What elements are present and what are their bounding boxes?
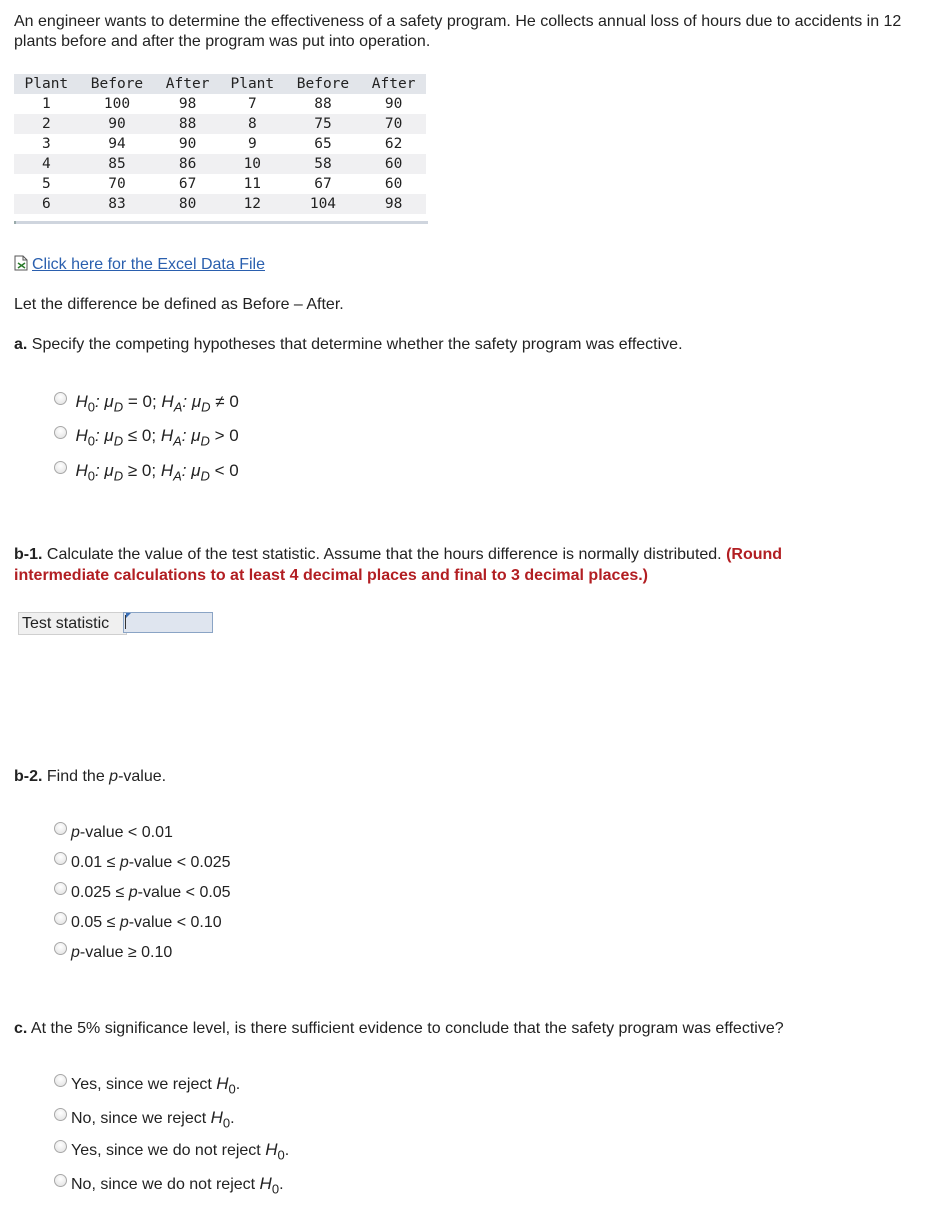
table-cell: 90 — [384, 96, 403, 112]
table-cell: 67 — [178, 176, 197, 192]
table-row — [14, 94, 426, 114]
table-cell: 80 — [155, 194, 220, 214]
col-header: Plant — [220, 74, 285, 94]
conclusion-option-2[interactable]: No, since we reject $H_0$. — [54, 1108, 235, 1130]
part-c-label: c. — [14, 1020, 28, 1037]
pvalue-option-2[interactable]: 0.01 ≤ p-value < 0.025 — [54, 852, 231, 872]
table-cell: 86 — [155, 154, 220, 174]
table-bottom-border — [14, 221, 428, 224]
part-c-question — [14, 1018, 914, 1039]
radio-button[interactable] — [54, 426, 67, 439]
table-cell: 4 — [14, 154, 79, 174]
col-header: After — [155, 74, 220, 94]
table-cell: 62 — [384, 136, 403, 152]
radio-button[interactable] — [54, 852, 67, 865]
table-cell: 12 — [220, 194, 285, 214]
conclusion-option-1[interactable]: Yes, since we reject $H_0$. — [54, 1074, 240, 1096]
part-b1-text: Calculate the value of the test statistic. Assume that the hours difference is normally distributed. — [46, 546, 722, 563]
excel-data-link[interactable] — [14, 255, 265, 274]
table-cell: 90 — [79, 114, 156, 134]
data-table — [14, 74, 426, 214]
table-cell: 88 — [314, 96, 332, 112]
table-cell: 2 — [14, 114, 79, 134]
radio-button[interactable] — [54, 1074, 67, 1087]
table-row — [14, 134, 426, 154]
radio-button[interactable] — [54, 1140, 67, 1153]
part-b1-question — [14, 544, 874, 586]
table-cell: 60 — [384, 176, 403, 192]
pvalue-option-5[interactable]: p-value ≥ 0.10 — [54, 942, 172, 962]
radio-button[interactable] — [54, 882, 67, 895]
table-cell: 70 — [108, 176, 126, 192]
radio-button[interactable] — [54, 822, 67, 835]
hypothesis-option-2[interactable]: $H_0$: $\mu_D \le 0$; $H_A$: $\mu_D > 0$ — [54, 426, 239, 448]
table-cell: 6 — [14, 194, 79, 214]
table-cell: 83 — [79, 194, 156, 214]
table-row — [14, 114, 426, 134]
col-header: After — [361, 74, 426, 94]
table-row — [14, 194, 426, 214]
table-cell: 98 — [178, 96, 197, 112]
table-cell: 94 — [108, 136, 126, 152]
radio-button[interactable] — [54, 392, 67, 405]
table-cell: 11 — [243, 176, 262, 192]
part-c-text: At the 5% significance level, is there sufficient evidence to conclude that the safety program was effective? — [30, 1020, 784, 1037]
table-cell: 1 — [41, 96, 51, 112]
difference-definition: Let the difference be defined as Before – After. — [14, 296, 344, 313]
part-b2-label: b-2. — [14, 768, 43, 785]
table-cell: 75 — [285, 114, 362, 134]
table-header-row — [14, 74, 426, 94]
test-statistic-input[interactable] — [123, 612, 213, 633]
part-a-label: a. — [14, 336, 28, 353]
pvalue-option-1[interactable]: p-value < 0.01 — [54, 822, 173, 842]
part-b1-label: b-1. — [14, 546, 43, 563]
conclusion-option-3[interactable]: Yes, since we do not reject $H_0$. — [54, 1140, 289, 1162]
document-icon — [14, 255, 29, 271]
table-cell: 5 — [41, 176, 51, 192]
table-cell: 65 — [314, 136, 332, 152]
excel-link-text: Click here for the Excel Data File — [32, 256, 265, 273]
radio-button[interactable] — [54, 1108, 67, 1121]
table-cell: 90 — [178, 136, 197, 152]
table-cell: 10 — [220, 154, 285, 174]
col-header: Before — [79, 74, 156, 94]
radio-button[interactable] — [54, 1174, 67, 1187]
problem-intro: An engineer wants to determine the effectiveness of a safety program. He collects annual loss of hours due to accidents in 12 plants before and after the program was put into operation. — [14, 13, 902, 50]
pvalue-option-4[interactable]: 0.05 ≤ p-value < 0.10 — [54, 912, 222, 932]
radio-button[interactable] — [54, 942, 67, 955]
table-cell: 7 — [247, 96, 257, 112]
table-cell: 9 — [247, 136, 257, 152]
table-cell: 85 — [79, 154, 156, 174]
table-row — [14, 174, 426, 194]
col-header: Plant — [14, 74, 79, 94]
test-statistic-label: Test statistic — [18, 612, 127, 635]
col-header: Before — [285, 74, 362, 94]
pvalue-option-3[interactable]: 0.025 ≤ p-value < 0.05 — [54, 882, 231, 902]
table-row — [14, 154, 426, 174]
radio-button[interactable] — [54, 912, 67, 925]
table-cell: 8 — [220, 114, 285, 134]
table-cell: 70 — [361, 114, 426, 134]
rounding-instruction: (Round intermediate calculations to at least 4 decimal places and final to 3 decimal places.) — [14, 546, 783, 584]
table-cell: 100 — [103, 96, 131, 112]
radio-button[interactable] — [54, 461, 67, 474]
table-cell: 67 — [314, 176, 332, 192]
hypothesis-option-1[interactable]: $H_0$: $\mu_D = 0$; $H_A$: $\mu_D \ne 0$ — [54, 392, 239, 414]
part-a-question — [14, 334, 914, 355]
table-cell: 58 — [285, 154, 362, 174]
hypothesis-option-3[interactable]: $H_0$: $\mu_D \ge 0$; $H_A$: $\mu_D < 0$ — [54, 461, 239, 483]
part-b2-question: b-2. Find the p-value. — [14, 768, 167, 785]
table-cell: 60 — [361, 154, 426, 174]
table-cell: 3 — [41, 136, 51, 152]
table-cell: 98 — [361, 194, 426, 214]
table-cell: 88 — [155, 114, 220, 134]
table-cell: 104 — [285, 194, 362, 214]
part-a-text: Specify the competing hypotheses that determine whether the safety program was effective. — [31, 336, 683, 353]
conclusion-option-4[interactable]: No, since we do not reject $H_0$. — [54, 1174, 284, 1196]
